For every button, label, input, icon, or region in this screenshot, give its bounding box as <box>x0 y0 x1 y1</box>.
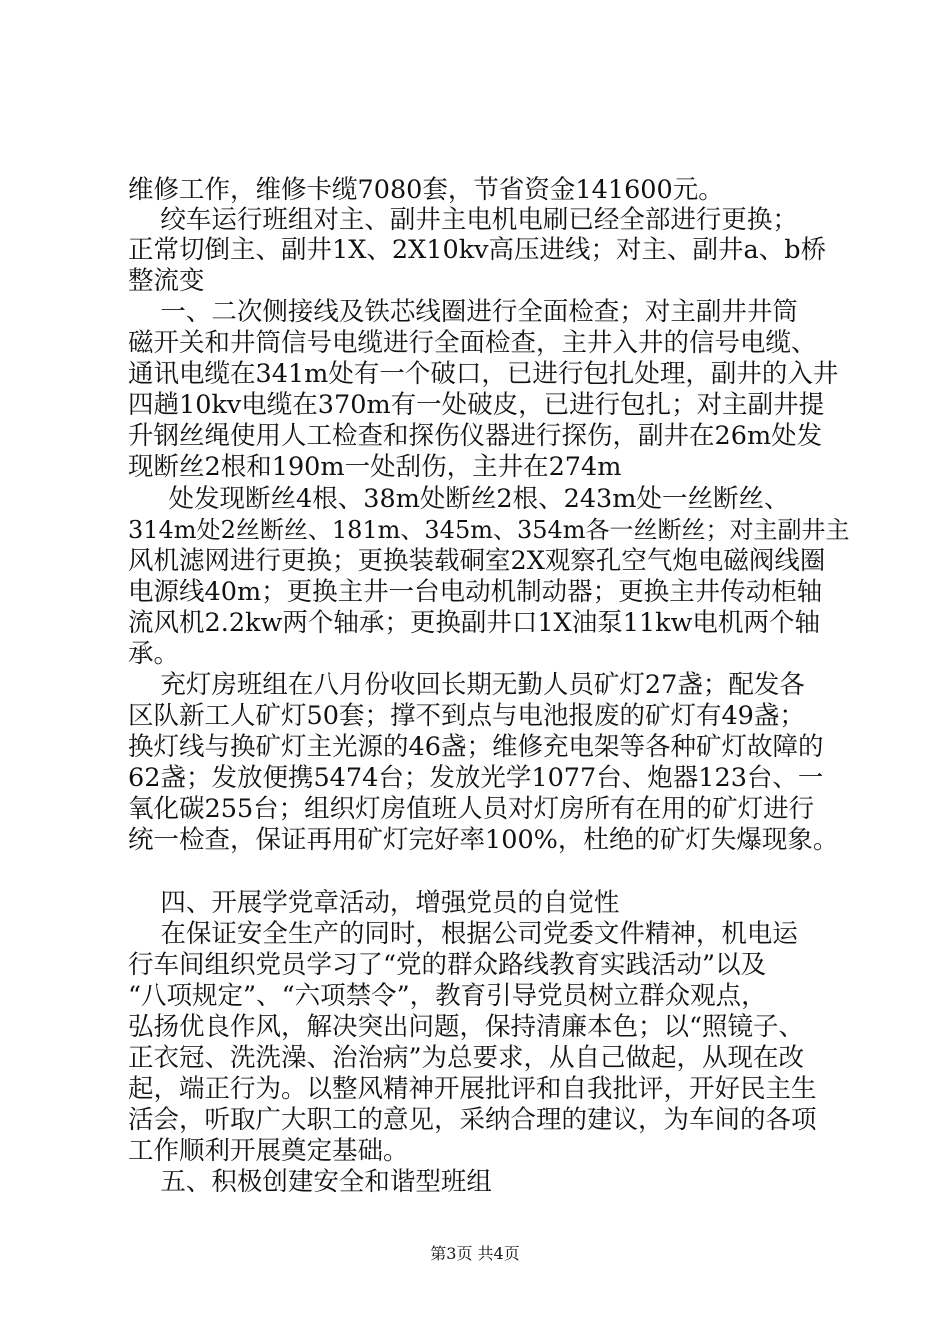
text-line: 62盏；发放便携5474台；发放光学1077台、炮器123台、一 <box>128 763 824 793</box>
text-line: 一、二次侧接线及铁芯线圈进行全面检查；对主副井井筒 <box>128 297 798 327</box>
text-line: 正衣冠、洗洗澡、治治病”为总要求，从自己做起，从现在改 <box>128 1043 805 1073</box>
text-line: 现断丝2根和190m一处刮伤，主井在274m <box>128 452 622 482</box>
text-line: 电源线40m；更换主井一台电动机制动器；更换主井传动柜轴 <box>128 577 823 607</box>
text-line: 流风机2.2kw两个轴承；更换副井口1X油泵11kw电机两个轴 <box>128 608 820 638</box>
text-line: 区队新工人矿灯50套；撑不到点与电池报废的矿灯有49盏； <box>128 701 805 731</box>
text-line: 统一检查，保证再用矿灯完好率100%，杜绝的矿灯失爆现象。 <box>128 825 839 855</box>
text-line: 承。 <box>128 639 180 669</box>
text-line: “八项规定”、“六项禁令”，教育引导党员树立群众观点， <box>128 981 767 1011</box>
section-heading: 四、开展学党章活动，增强党员的自觉性 <box>128 888 620 918</box>
page-footer: 第3页 共4页 <box>430 1244 520 1263</box>
text-line: 工作顺利开展奠定基础。 <box>128 1136 409 1166</box>
text-line: 正常切倒主、副井1X、2X10kv高压进线；对主、副井a、b桥 <box>128 235 827 265</box>
text-line: 充灯房班组在八月份收回长期无勤人员矿灯27盏；配发各 <box>128 670 805 700</box>
text-line: 整流变 <box>128 266 205 296</box>
text-line: 在保证安全生产的同时，根据公司党委文件精神，机电运 <box>128 919 798 949</box>
text-line: 处发现断丝4根、38m处断丝2根、243m处一丝断丝、 <box>128 484 790 514</box>
text-line: 升钢丝绳使用人工检查和探伤仪器进行探伤，副井在26m处发 <box>128 421 823 451</box>
text-line: 氧化碳255台；组织灯房值班人员对灯房所有在用的矿灯进行 <box>128 794 815 824</box>
text-line: 四趟10kv电缆在370m有一处破皮，已进行包扎；对主副井提 <box>128 390 825 420</box>
text-line: 维修工作，维修卡缆7080套，节省资金141600元。 <box>128 175 724 205</box>
text-line: 磁开关和井筒信号电缆进行全面检查，主井入井的信号电缆、 <box>128 328 817 358</box>
text-line: 行车间组织党员学习了“党的群众路线教育实践活动”以及 <box>128 950 767 980</box>
text-line: 换灯线与换矿灯主光源的46盏；维修充电架等各种矿灯故障的 <box>128 732 824 762</box>
text-line: 314m处2丝断丝、181m、345m、354m各一丝断丝；对主副井主 <box>128 516 850 544</box>
text-line: 活会，听取广大职工的意见，采纳合理的建议，为车间的各项 <box>128 1105 817 1135</box>
text-line: 绞车运行班组对主、副井主电机电刷已经全部进行更换； <box>128 205 798 235</box>
section-heading: 五、积极创建安全和谐型班组 <box>128 1167 492 1197</box>
text-line: 起，端正行为。以整风精神开展批评和自我批评，开好民主生 <box>128 1074 817 1104</box>
text-line: 风机滤网进行更换；更换装载硐室2X观察孔空气炮电磁阀线圈 <box>128 546 826 576</box>
text-line: 弘扬优良作风，解决突出问题，保持清廉本色；以“照镜子、 <box>128 1012 805 1042</box>
text-line: 通讯电缆在341m处有一个破口，已进行包扎处理，副井的入井 <box>128 359 839 389</box>
